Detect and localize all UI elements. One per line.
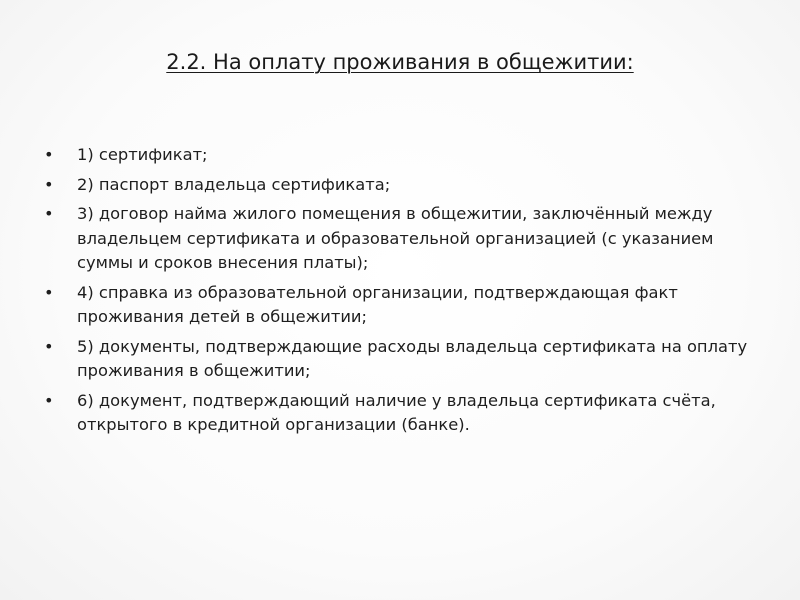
list-item — [44, 281, 764, 330]
slide-title: 2.2. На оплату проживания в общежитии: — [166, 50, 634, 74]
bullet-icon: • — [44, 174, 54, 194]
list-item — [44, 389, 764, 438]
list-item — [44, 335, 764, 384]
list-item-text: 2) паспорт владельца сертификата; — [77, 174, 391, 194]
bullet-icon: • — [44, 204, 54, 223]
list-item-text: 4) справка из образовательной организации, подтверждающая факт проживания детей в общежитии; — [77, 282, 678, 326]
bullet-icon: • — [44, 390, 54, 410]
list-item-text: 6) документ, подтверждающий наличие у владельца сертификата счёта, открытого в кредитной организации (банке). — [77, 390, 716, 434]
list-item-text: 3) договор найма жилого помещения в общежитии, заключённый между владельцем сертификата и образовательной организацией (с указанием суммы и сроков внесения платы); — [77, 204, 714, 272]
bullet-icon: • — [44, 336, 54, 356]
bullet-icon: • — [44, 145, 54, 164]
list-item — [44, 173, 764, 198]
document-list — [44, 143, 764, 443]
list-item — [44, 202, 764, 276]
list-item-text: 1) сертификат; — [77, 145, 208, 164]
bullet-icon: • — [44, 282, 54, 302]
list-item — [44, 143, 764, 168]
list-item-text: 5) документы, подтверждающие расходы владельца сертификата на оплату проживания в общежитии; — [77, 336, 748, 380]
